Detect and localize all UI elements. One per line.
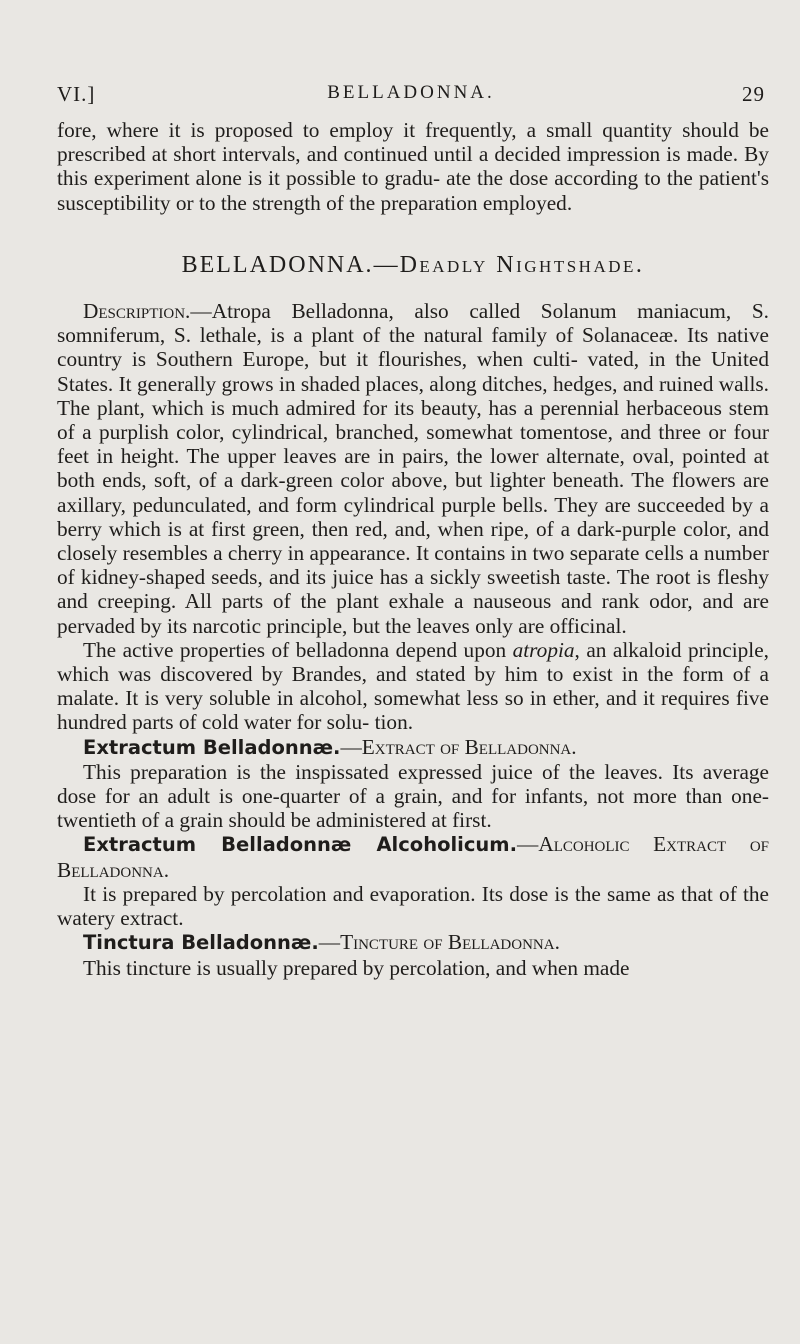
running-title: BELLADONNA. xyxy=(327,82,495,103)
subheading-extract xyxy=(57,735,769,760)
running-header xyxy=(57,82,765,112)
heading-subtitle: Deadly Nightshade. xyxy=(399,251,645,278)
alcoholic-extract-title: Extractum Belladonnæ Alcoholicum. xyxy=(83,833,518,857)
tincture-subtitle: —Tincture of Belladonna. xyxy=(318,930,560,955)
paragraph-continuation: fore, where it is proposed to employ it frequently, a small quantity should be prescribed at short intervals, and continued until a decided impression is made. By this experiment alone is it possible to gradu- ate the dose according to the patient's susceptibility or to the strength of the preparation employed. xyxy=(57,118,769,215)
atropia-text-a: The active properties of belladonna depend upon xyxy=(83,637,513,662)
atropia-italic: atropia xyxy=(512,637,575,662)
heading-main: BELLADONNA. xyxy=(181,251,374,278)
page-body xyxy=(57,118,769,980)
page-number: 29 xyxy=(742,82,765,106)
alcoholic-extract-subtitle: —Alcoholic Extract of Belladonna. xyxy=(57,832,769,882)
paragraph-tincture: This tincture is usually prepared by percolation, and when made xyxy=(83,955,630,980)
extract-subtitle: —Extract of Belladonna. xyxy=(340,734,577,759)
atropia-text-b: , an alkaloid principle, which was discovered by Brandes, and stated by him to exist in the form of a malate. It is very soluble in alcohol, somewhat less so in ether, and it requires five hundred parts of cold water for solu- tion. xyxy=(57,637,769,735)
paragraph-description xyxy=(57,299,769,638)
heading-dash: — xyxy=(373,251,400,278)
paragraph-alcoholic-extract: It is prepared by percolation and evaporation. Its dose is the same as that of the watery extract. xyxy=(57,881,769,931)
paragraph-atropia xyxy=(57,638,769,735)
chapter-number: VI.] xyxy=(57,82,96,106)
description-text: —Atropa Belladonna, also called Solanum maniacum, S. somniferum, S. lethale, is a plant of the natural family of Solanaceæ. Its native country is Southern Europe, but it flourishes, when culti- vated, in the United States. It generally grows in shaded places, along ditches, hedges, and ruined walls. The plant, which is much admired for its beauty, has a perennial herbaceous stem of a purplish color, cylindrical, branched, somewhat tomentose, and three or four feet in height. The upper leaves are in pairs, the lower alternate, oval, pointed at both ends, soft, of a dark-green color above, but lighter beneath. The flowers are axillary, pedunculated, and form cylindrical purple bells. They are succeeded by a berry which is at first green, then red, and, when ripe, of a dark-purple color, and closely resembles a cherry in appearance. It contains in two separate cells a number of kidney-shaped seeds, and its juice has a sickly sweetish taste. The root is fleshy and creeping. All parts of the plant exhale a nauseous and rank odor, and are pervaded by its narcotic principle, but the leaves only are officinal. xyxy=(57,299,769,638)
paragraph-extract: This preparation is the inspissated expressed juice of the leaves. Its average dose for an adult is one-quarter of a grain, and for infants, not more than one-twentieth of a grain should be administered at first. xyxy=(57,759,769,833)
subheading-tincture xyxy=(57,930,769,955)
tincture-title: Tinctura Belladonnæ. xyxy=(83,931,319,955)
description-label: Description. xyxy=(83,299,191,324)
subheading-alcoholic-extract xyxy=(57,832,769,881)
extract-title: Extractum Belladonnæ. xyxy=(83,735,341,759)
section-heading xyxy=(57,253,769,277)
